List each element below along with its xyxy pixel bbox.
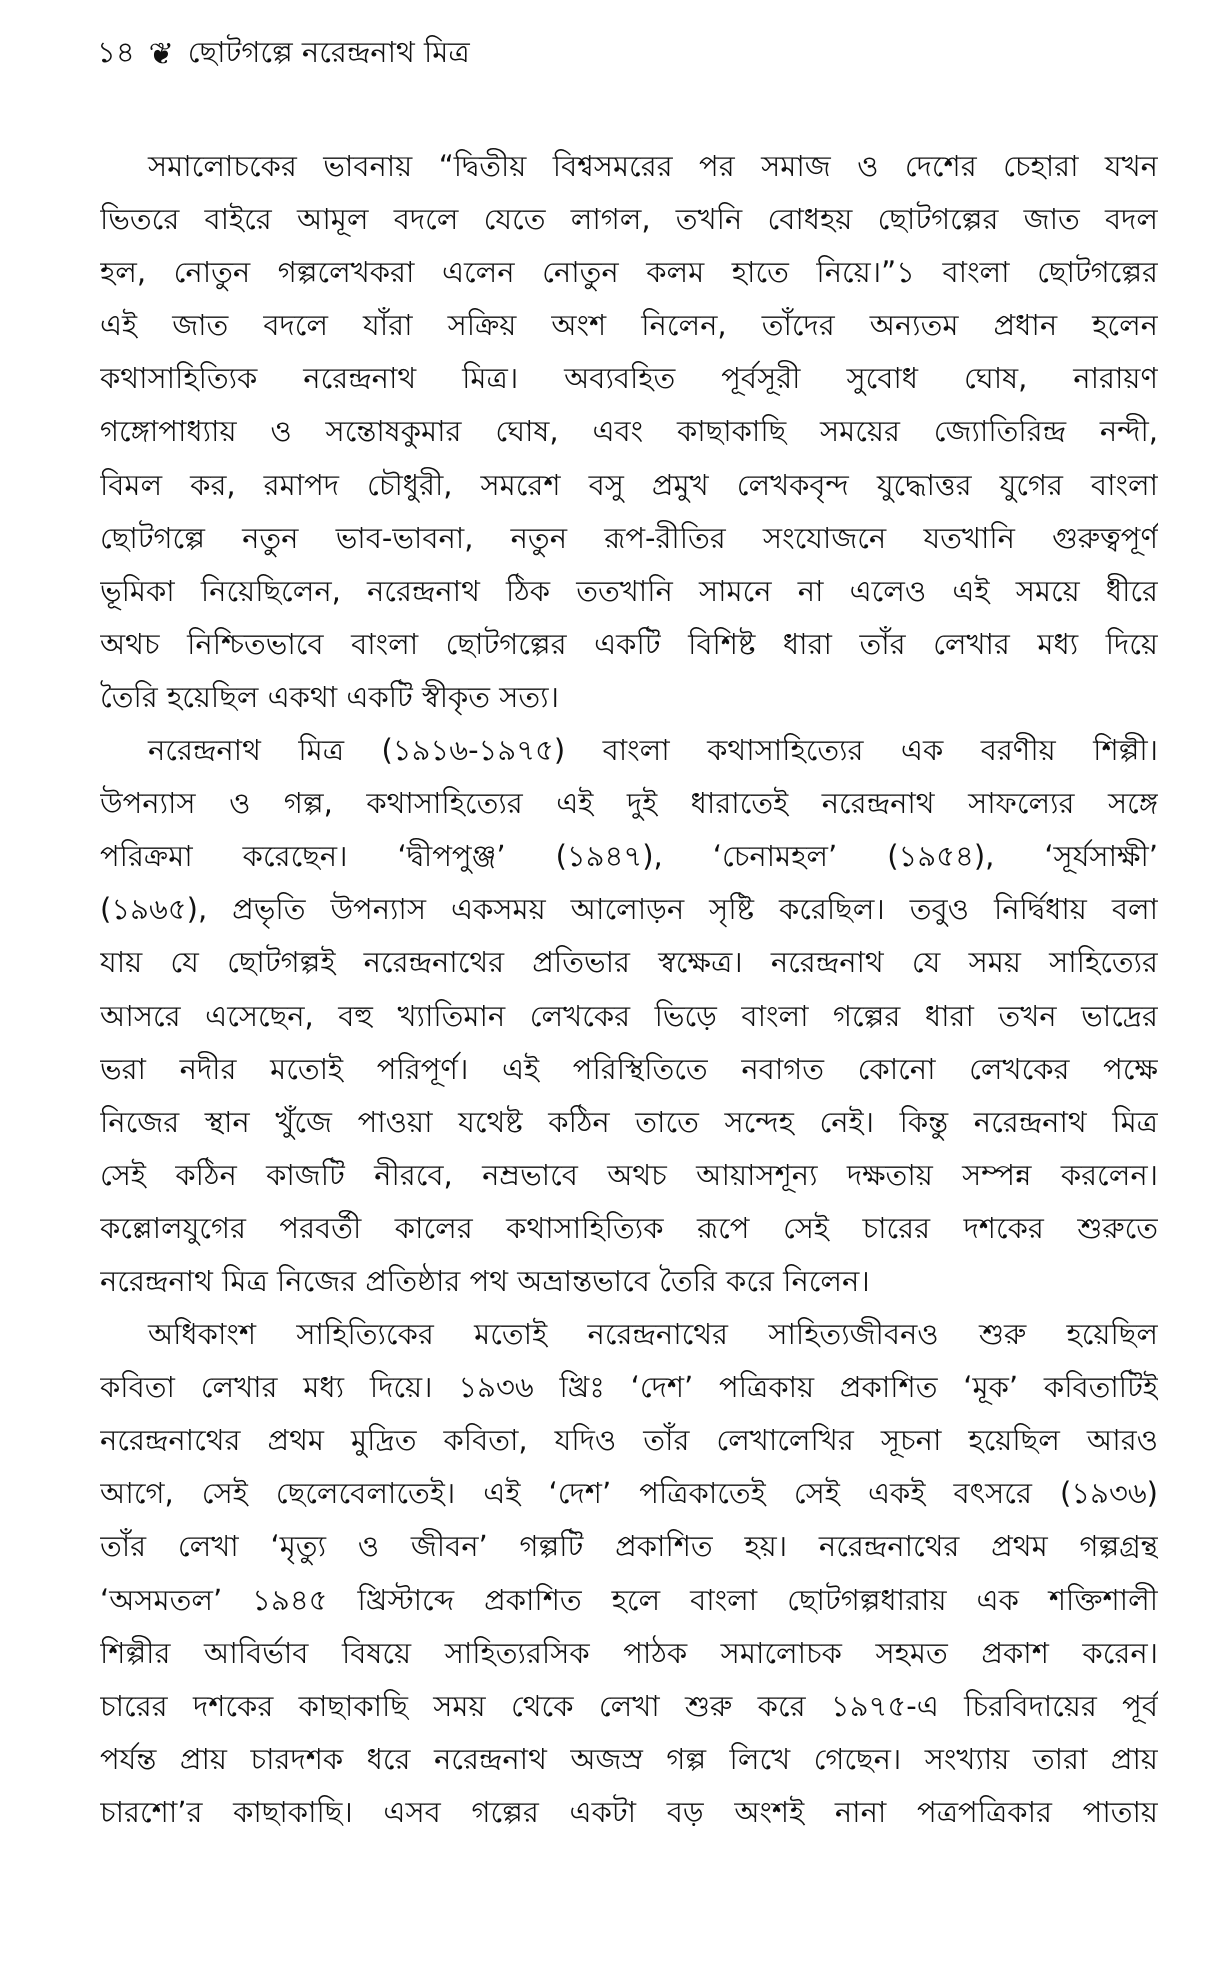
text-line: বিমল কর, রমাপদ চৌধুরী, সমরেশ বসু প্রমুখ লেখকবৃন্দ যুদ্ধোত্তর যুগের বাংলা	[100, 467, 1158, 502]
running-title: ছোটগল্পে নরেন্দ্রনাথ মিত্র	[187, 35, 470, 69]
text-line: সমালোচকের ভাবনায় “দ্বিতীয় বিশ্বসমরের পর সমাজ ও দেশের চেহারা যখন	[148, 149, 1158, 183]
text-line: অধিকাংশ সাহিত্যিকের মতোই নরেন্দ্রনাথের সাহিত্যজীবনও শুরু হয়েছিল	[148, 1317, 1158, 1352]
paragraph	[100, 724, 1158, 1308]
text-line: ভিতরে বাইরে আমূল বদলে যেতে লাগল, তখনি বোধহয় ছোটগল্পের জাত বদল	[100, 202, 1158, 237]
text-line: ভূমিকা নিয়েছিলেন, নরেন্দ্রনাথ ঠিক ততখানি সামনে না এলেও এই সময়ে ধীরে	[100, 573, 1158, 608]
text-line: নরেন্দ্রনাথের প্রথম মুদ্রিত কবিতা, যদিও তাঁর লেখালেখির সূচনা হয়েছিল আরও	[100, 1423, 1158, 1458]
text-line: এই জাত বদলে যাঁরা সক্রিয় অংশ নিলেন, তাঁদের অন্যতম প্রধান হলেন	[100, 308, 1158, 343]
text-line: কবিতা লেখার মধ্য দিয়ে। ১৯৩৬ খ্রিঃ ‘দেশ’ পত্রিকায় প্রকাশিত ‘মূক’ কবিতাটিই	[100, 1370, 1158, 1405]
text-line: শিল্পীর আবির্ভাব বিষয়ে সাহিত্যরসিক পাঠক সমালোচক সহমত প্রকাশ করেন।	[100, 1635, 1158, 1670]
text-line: হল, নোতুন গল্পলেখকরা এলেন নোতুন কলম হাতে নিয়ে।”১ বাংলা ছোটগল্পের	[100, 255, 1158, 290]
text-line: নরেন্দ্রনাথ মিত্র নিজের প্রতিষ্ঠার পথ অভ্রান্তভাবে তৈরি করে নিলেন।	[100, 1263, 870, 1298]
text-line: কল্লোলযুগের পরবর্তী কালের কথাসাহিত্যিক রূপে সেই চারের দশকের শুরুতে	[100, 1210, 1158, 1245]
text-line: নিজের স্থান খুঁজে পাওয়া যথেষ্ট কঠিন তাতে সন্দেহ নেই। কিন্তু নরেন্দ্রনাথ মিত্র	[100, 1104, 1158, 1139]
text-line: আগে, সেই ছেলেবেলাতেই। এই ‘দেশ’ পত্রিকাতেই সেই একই বৎসরে (১৯৩৬)	[100, 1476, 1158, 1511]
text-line: কথাসাহিত্যিক নরেন্দ্রনাথ মিত্র। অব্যবহিত পূর্বসূরী সুবোধ ঘোষ, নারায়ণ	[100, 361, 1158, 396]
text-line: অথচ নিশ্চিতভাবে বাংলা ছোটগল্পের একটি বিশিষ্ট ধারা তাঁর লেখার মধ্য দিয়ে	[100, 626, 1158, 661]
paragraph	[100, 140, 1158, 724]
text-line: ভরা নদীর মতোই পরিপূর্ণ। এই পরিস্থিতিতে নবাগত কোনো লেখকের পক্ষে	[100, 1051, 1158, 1086]
text-line: তাঁর লেখা ‘মৃত্যু ও জীবন’ গল্পটি প্রকাশিত হয়। নরেন্দ্রনাথের প্রথম গল্পগ্রন্থ	[100, 1529, 1158, 1564]
text-line: সেই কঠিন কাজটি নীরবে, নম্রভাবে অথচ আয়াসশূন্য দক্ষতায় সম্পন্ন করলেন।	[100, 1157, 1158, 1192]
text-line: তৈরি হয়েছিল একথা একটি স্বীকৃত সত্য।	[100, 679, 559, 714]
text-line: নরেন্দ্রনাথ মিত্র (১৯১৬-১৯৭৫) বাংলা কথাসাহিত্যের এক বরণীয় শিল্পী।	[148, 733, 1158, 768]
text-line: যায় যে ছোটগল্পই নরেন্দ্রনাথের প্রতিভার স্বক্ষেত্র। নরেন্দ্রনাথ যে সময় সাহিত্যের	[100, 945, 1158, 980]
floral-ornament-icon: ❦	[148, 37, 174, 72]
text-line: আসরে এসেছেন, বহু খ্যাতিমান লেখকের ভিড়ে বাংলা গল্পের ধারা তখন ভাদ্রের	[100, 998, 1158, 1033]
text-line: চারশো’র কাছাকাছি। এসব গল্পের একটা বড় অংশই নানা পত্রপত্রিকার পাতায়	[100, 1794, 1158, 1829]
text-line: (১৯৬৫), প্রভৃতি উপন্যাস একসময় আলোড়ন সৃষ্টি করেছিল। তবুও নির্দ্বিধায় বলা	[100, 892, 1158, 927]
text-line: পর্যন্ত প্রায় চারদশক ধরে নরেন্দ্রনাথ অজস্র গল্প লিখে গেছেন। সংখ্যায় তারা প্রায়	[100, 1741, 1158, 1776]
text-line: গঙ্গোপাধ্যায় ও সন্তোষকুমার ঘোষ, এবং কাছাকাছি সময়ের জ্যোতিরিন্দ্র নন্দী,	[100, 414, 1158, 449]
page-number: ১৪	[97, 35, 135, 69]
page-body	[100, 140, 1158, 1839]
text-line: ‘অসমতল’ ১৯৪৫ খ্রিস্টাব্দে প্রকাশিত হলে বাংলা ছোটগল্পধারায় এক শক্তিশালী	[100, 1582, 1158, 1617]
text-line: পরিক্রমা করেছেন। ‘দ্বীপপুঞ্জ’ (১৯৪৭), ‘চেনামহল’ (১৯৫৪), ‘সূর্যসাক্ষী’	[100, 839, 1158, 874]
text-line: উপন্যাস ও গল্প, কথাসাহিত্যের এই দুই ধারাতেই নরেন্দ্রনাথ সাফল্যের সঙ্গে	[100, 786, 1158, 821]
text-line: ছোটগল্পে নতুন ভাব-ভাবনা, নতুন রূপ-রীতির সংযোজনে যতখানি গুরুত্বপূর্ণ	[100, 520, 1158, 555]
text-line: চারের দশকের কাছাকাছি সময় থেকে লেখা শুরু করে ১৯৭৫-এ চিরবিদায়ের পূর্ব	[100, 1688, 1158, 1723]
running-header	[97, 30, 470, 79]
paragraph	[100, 1308, 1158, 1839]
